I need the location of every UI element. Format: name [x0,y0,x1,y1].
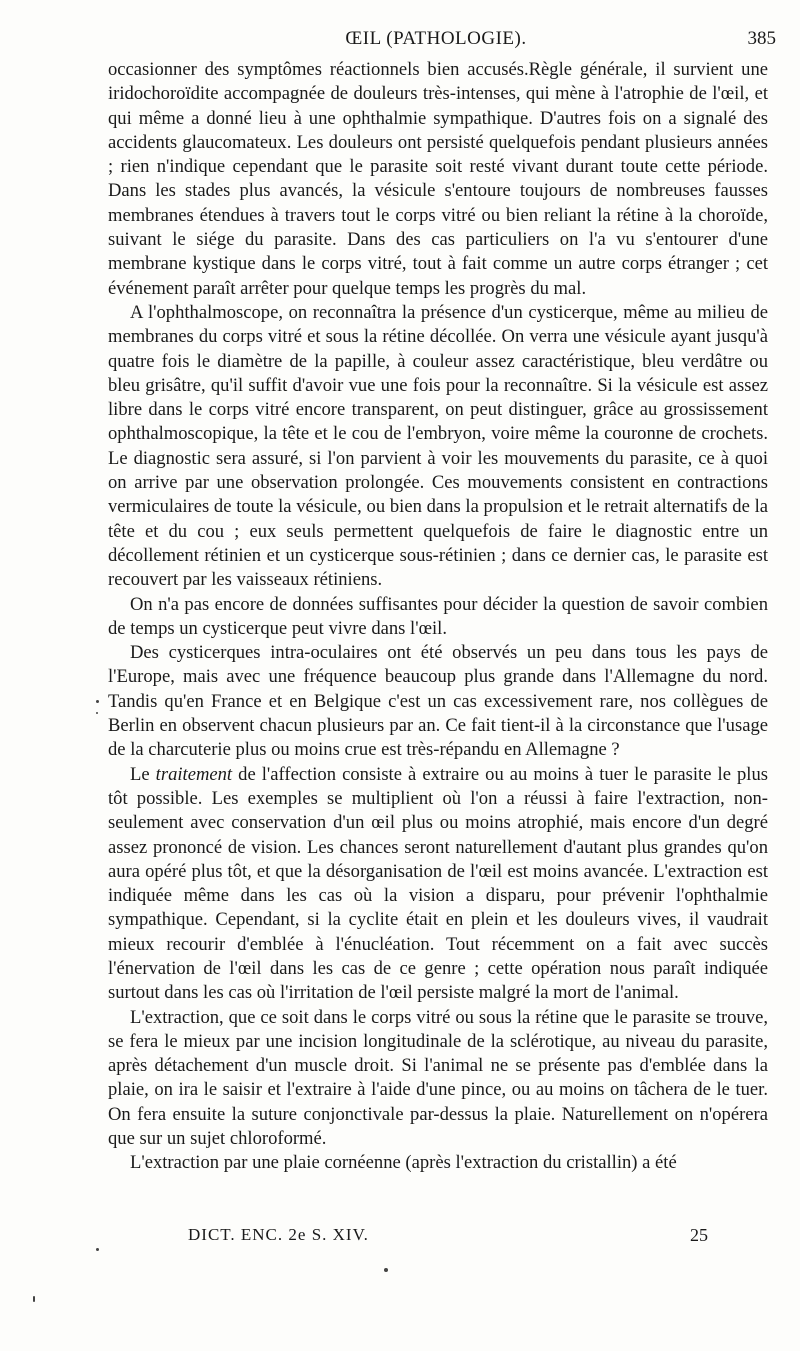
running-head [96,28,776,54]
paragraph-1 [108,58,768,301]
page-number: 385 [747,28,776,49]
paragraph-2 [108,301,768,593]
signature-number: 25 [690,1225,708,1245]
paragraph-4 [108,641,768,762]
paragraph-6-text: L'extraction, que ce soit dans le corps vitré ou sous la rétine que le parasite se trouve, se fera le mieux par une incision longitudinale de la sclérotique, au niveau du parasite, après détachement d'un muscle droit. Si l'animal ne se présente pas d'emblée dans la plaie, on ira le saisir et l'extraire à l'aide d'une pince, ou au moins on tâchera de le tuer. On fera ensuite la suture conjonctivale par-dessus la plaie. Naturellement on n'opérera que sur un sujet chloroformé. [108,1006,768,1150]
paragraph-3-text: On n'a pas encore de données suffisantes pour décider la question de savoir combien de temps un cysticerque peut vivre dans l'œil. [108,593,768,639]
paragraph-5-text-rest: de l'affection consiste à extraire ou au moins à tuer le parasite le plus tôt possible. Les exemples se multiplient où l'on a réussi à faire l'extraction, non-seulement avec conservation d'un œil plus ou moins atrophié, mais encore d'un degré assez prononcé de vision. Les chances seront naturellement d'autant plus grandes qu'on aura opéré plus tôt, et que la désorganisation de l'œil est moins avancée. L'extraction est indiquée même dans les cas où la vision a disparu, pour prévenir l'ophthalmie sympathique. Cependant, si la cyclite était en plein et les douleurs vives, il vaudrait mieux recourir d'emblée à l'énucléation. Tout récemment on a fait avec succès l'énervation de l'œil dans les cas de ce genre ; cette opération nous paraît indiquée surtout dans les cas où l'irritation de l'œil persiste malgré la mort de l'animal. [108,763,768,1004]
paragraph-4-text: Des cysticerques intra-oculaires ont été observés un peu dans tous les pays de l'Europe, mais avec une fréquence beaucoup plus grande dans l'Allemagne du nord. Tandis qu'en France et en Belgique c'est un cas excessivement rare, nos collègues de Berlin en observent chacun plusieurs par an. Ce fait tient-il à la circonstance que l'usage de la charcuterie plus ou moins crue est très-répandu en Allemagne ? [108,642,768,761]
print-speck [96,712,98,714]
print-speck [96,1248,99,1251]
paragraph-7 [108,1151,768,1175]
print-speck [33,1296,35,1302]
paragraph-5-italic-term: traitement [155,763,233,785]
paragraph-3 [108,593,768,642]
paragraph-5-text-start: Le [130,763,156,785]
paragraph-1-text: occasionner des symptômes réactionnels bien accusés.Règle générale, il survient une iridochoroïdite accompagnée de douleurs très-intenses, qui mène à l'atrophie de l'œil, et qui même a donné lieu à une ophthalmie sympathique. D'autres fois on a signalé des accidents glaucomateux. Les douleurs ont persisté quelquefois pendant plusieurs années ; rien n'indique cependant que le parasite soit resté vivant durant toute cette période. Dans les stades plus avancés, la vésicule s'entoure toujours de nombreuses fausses membranes étendues à travers tout le corps vitré ou bien reliant la rétine à la choroïde, suivant le siége du parasite. Dans des cas particuliers on l'a vu s'entourer d'une membrane kystique dans le corps vitré, tout à fait comme un autre corps étranger ; cet événement paraît arrêter pour quelque temps les progrès du mal. [108,59,768,299]
print-speck [384,1268,388,1272]
running-title: ŒIL (PATHOLOGIE). [345,28,527,49]
print-speck [96,700,99,703]
body-text [108,58,768,1176]
paragraph-7-text: L'extraction par une plaie cornéenne (après l'extraction du cristallin) a été [130,1152,677,1174]
page-footer [188,1225,708,1251]
paragraph-2-text: A l'ophthalmoscope, on reconnaîtra la présence d'un cysticerque, même au milieu de membranes du corps vitré et sous la rétine décollée. On verra une vésicule ayant jusqu'à quatre fois le diamètre de la papille, à couleur assez caractéristique, bleu verdâtre ou bleu grisâtre, qu'il suffit d'avoir vue une fois pour la reconnaître. Si la vésicule est assez libre dans le corps vitré encore transparent, on peut distinguer, grâce au grossissement ophthalmoscopique, la tête et le cou de l'embryon, voire même la couronne de crochets. Le diagnostic sera assuré, si l'on parvient à voir les mouvements du parasite, ce à quoi on arrive par une observation prolongée. Ces mouvements consistent en contractions vermiculaires de toute la vésicule, ou bien dans la propulsion et le retrait alternatifs de la tête et du cou ; eux seuls permettent quelquefois de faire le diagnostic entre un décollement rétinien et un cysticerque sous-rétinien ; dans ce dernier cas, le parasite est recouvert par les vaisseaux rétiniens. [108,301,768,591]
paragraph-5 [108,763,768,1006]
printer-signature: DICT. ENC. 2e S. XIV. [188,1225,369,1244]
paragraph-6 [108,1006,768,1152]
